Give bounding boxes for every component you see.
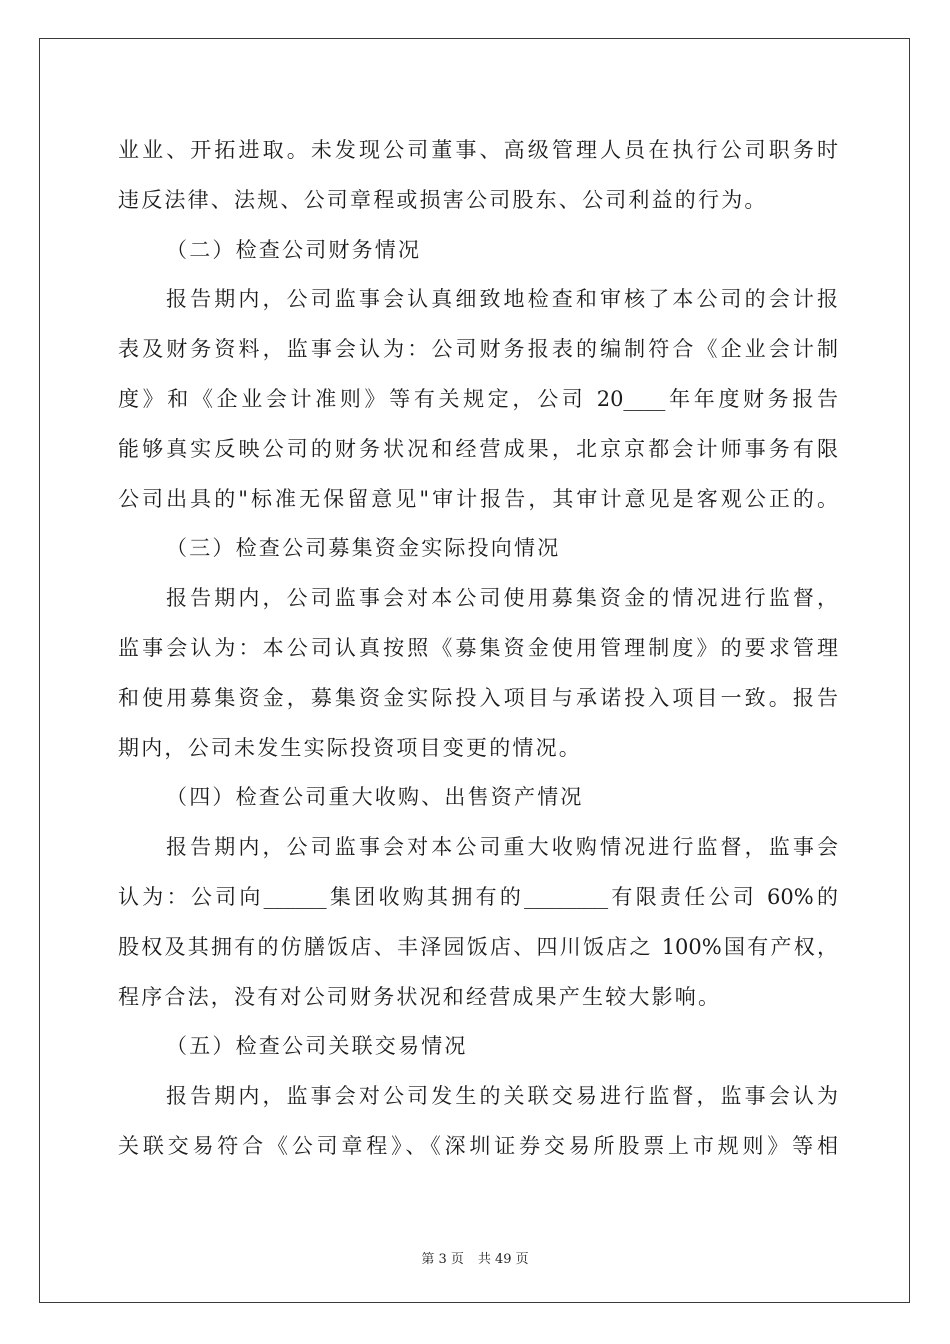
text-line: 关联交易符合《公司章程》、《深圳证券交易所股票上市规则》等相 bbox=[118, 1133, 838, 1158]
text-line: 业业、开拓进取。未发现公司董事、高级管理人员在执行公司职务时 bbox=[118, 138, 838, 162]
text-line: 违反法律、法规、公司章程或损害公司股东、公司利益的行为。 bbox=[118, 187, 768, 212]
paragraph-line-indented: 报告期内，公司监事会对本公司重大收购情况进行监督，监事会 bbox=[166, 835, 838, 860]
text-line: 程序合法，没有对公司财务状况和经营成果产生较大影响。 bbox=[118, 984, 722, 1009]
paragraph-line-indented: （三）检查公司募集资金实际投向情况 bbox=[166, 536, 561, 561]
paragraph-line-indented: （二）检查公司财务情况 bbox=[166, 237, 422, 262]
text-line: 度》和《企业会计准则》等有关规定，公司 20____年年度财务报告 bbox=[118, 386, 838, 411]
paragraph-line-indented: 报告期内，监事会对公司发生的关联交易进行监督，监事会认为 bbox=[166, 1084, 838, 1109]
document-body bbox=[118, 126, 838, 1172]
paragraph-line-indented: （五）检查公司关联交易情况 bbox=[166, 1034, 468, 1059]
page-number: 第 3 页 bbox=[421, 1252, 464, 1267]
text-line: 期内，公司未发生实际投资项目变更的情况。 bbox=[118, 735, 582, 760]
text-line: 能够真实反映公司的财务状况和经营成果，北京京都会计师事务有限 bbox=[118, 436, 838, 461]
text-line: 公司出具的"标准无保留意见"审计报告，其审计意见是客观公正的。 bbox=[118, 486, 838, 511]
total-pages: 共 49 页 bbox=[477, 1252, 529, 1267]
paragraph-line-indented: 报告期内，公司监事会认真细致地检查和审核了本公司的会计报 bbox=[166, 287, 838, 312]
paragraph-line-indented: （四）检查公司重大收购、出售资产情况 bbox=[166, 785, 584, 810]
text-line: 认为：公司向______集团收购其拥有的________有限责任公司 60%的 bbox=[118, 884, 838, 909]
page-footer bbox=[0, 1248, 950, 1267]
text-line: 表及财务资料，监事会认为：公司财务报表的编制符合《企业会计制 bbox=[118, 337, 838, 362]
paragraph-line-indented: 报告期内，公司监事会对本公司使用募集资金的情况进行监督， bbox=[166, 586, 838, 611]
text-line: 和使用募集资金，募集资金实际投入项目与承诺投入项目一致。报告 bbox=[118, 685, 838, 710]
text-line: 监事会认为：本公司认真按照《募集资金使用管理制度》的要求管理 bbox=[118, 635, 838, 660]
text-line: 股权及其拥有的仿膳饭店、丰泽园饭店、四川饭店之 100%国有产权， bbox=[118, 934, 838, 959]
